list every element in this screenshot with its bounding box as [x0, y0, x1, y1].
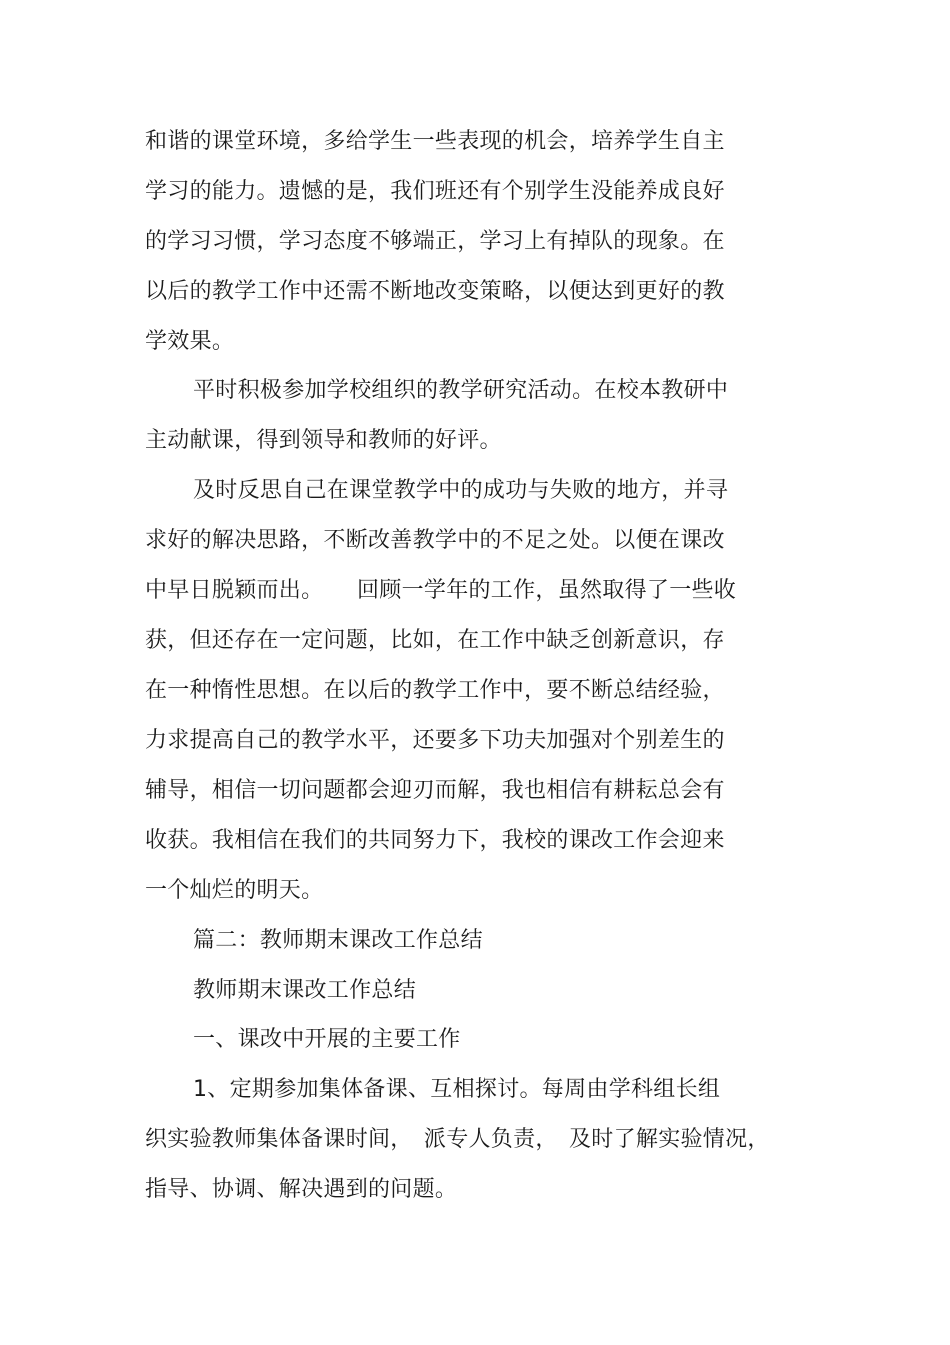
text-line: 力求提高自己的教学水平，还要多下功夫加强对个别差生的 [145, 728, 725, 753]
text-line: 平时积极参加学校组织的教学研究活动。在校本教研中 [193, 378, 729, 403]
text-line: 和谐的课堂环境，多给学生一些表现的机会，培养学生自主 [145, 129, 725, 154]
text-line: 织实验教师集体备课时间， 派专人负责， 及时了解实验情况， [145, 1127, 770, 1152]
text-line: 学习的能力。遗憾的是，我们班还有个别学生没能养成良好 [145, 179, 725, 204]
text-line: 及时反思自己在课堂教学中的成功与失败的地方，并寻 [193, 478, 729, 503]
text-line: 学效果。 [145, 329, 235, 354]
text-line: 中早日脱颖而出。 回顾一学年的工作，虽然取得了一些收 [145, 578, 737, 603]
text-line: 收获。我相信在我们的共同努力下，我校的课改工作会迎来 [145, 828, 725, 853]
document-title: 教师期末课改工作总结 [193, 978, 417, 1003]
text-line: 主动献课，得到领导和教师的好评。 [145, 428, 502, 453]
section-heading: 篇二：教师期末课改工作总结 [193, 928, 483, 953]
text-line: 的学习习惯，学习态度不够端正，学习上有掉队的现象。在 [145, 229, 725, 254]
text-line: 1、定期参加集体备课、互相探讨。每周由学科组长组 [193, 1077, 721, 1102]
text-line: 辅导，相信一切问题都会迎刃而解，我也相信有耕耘总会有 [145, 778, 725, 803]
subsection-heading: 一、课改中开展的主要工作 [193, 1027, 461, 1052]
text-line: 指导、协调、解决遇到的问题。 [145, 1177, 458, 1202]
text-line: 在一种惰性思想。在以后的教学工作中，要不断总结经验， [145, 678, 725, 703]
text-line: 一个灿烂的明天。 [145, 878, 324, 903]
text-line: 获，但还存在一定问题，比如，在工作中缺乏创新意识，存 [145, 628, 725, 653]
text-line: 以后的教学工作中还需不断地改变策略，以便达到更好的教 [145, 279, 725, 304]
text-line: 求好的解决思路，不断改善教学中的不足之处。以便在课改 [145, 528, 725, 553]
